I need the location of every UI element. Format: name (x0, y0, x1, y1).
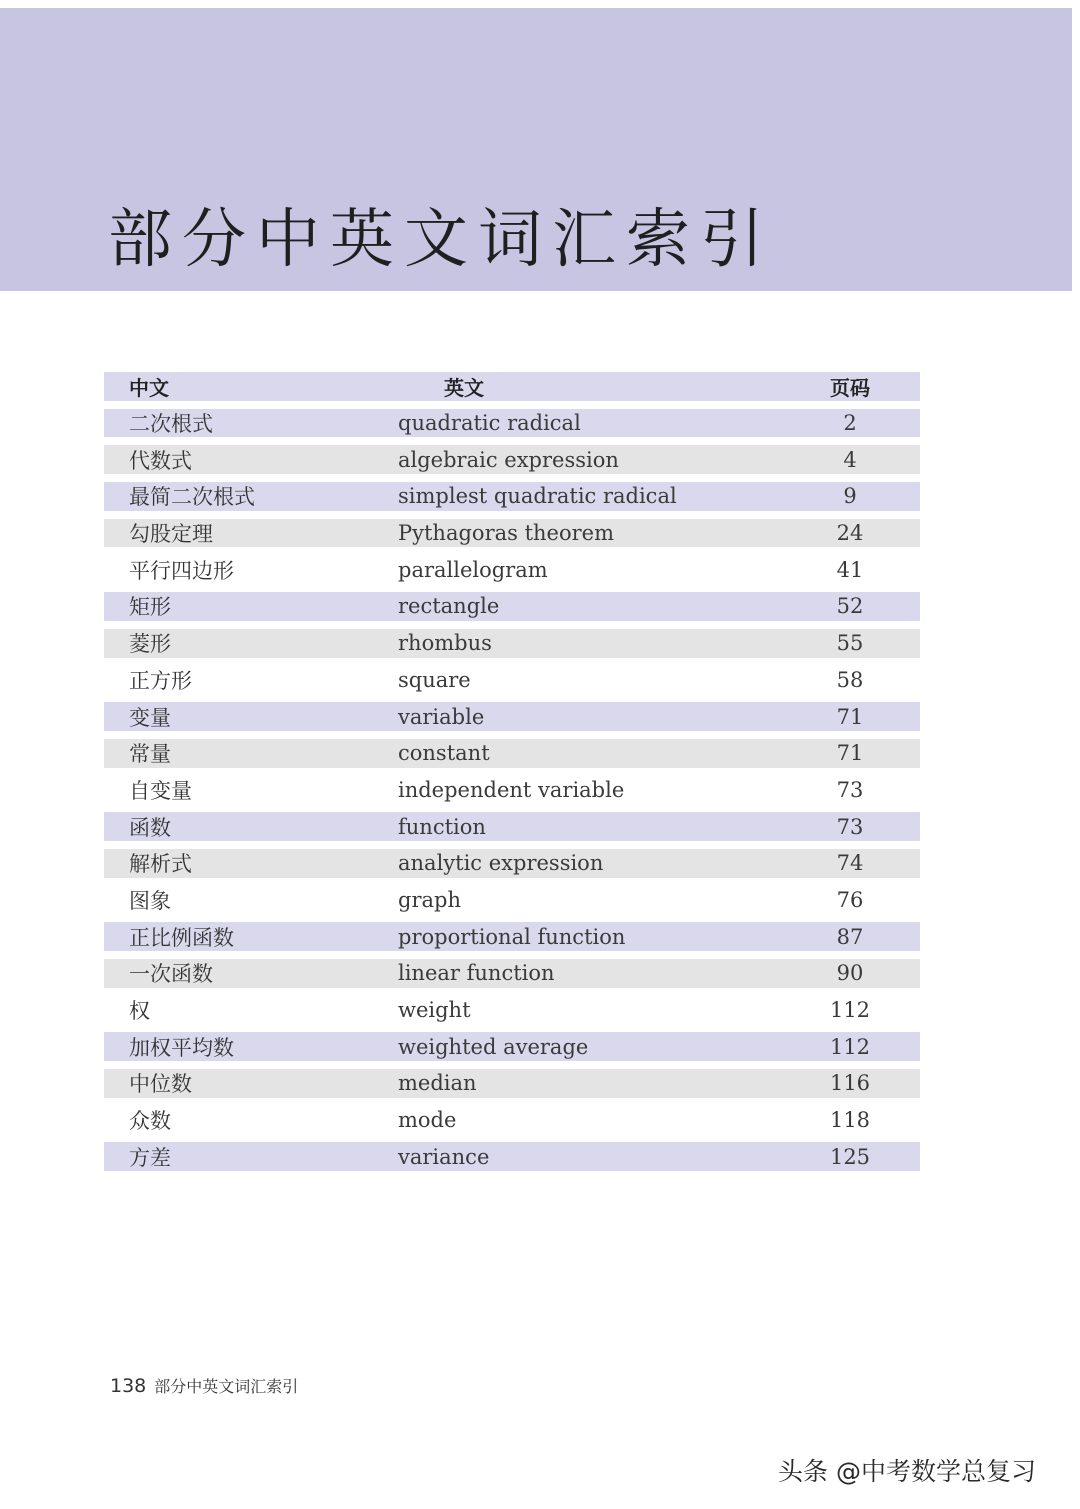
table-row (104, 772, 920, 809)
term-chinese: 常量 (129, 742, 171, 767)
column-header-english: 英文 (444, 375, 484, 400)
term-english: rectangle (398, 594, 500, 619)
term-chinese: 代数式 (129, 448, 192, 473)
term-chinese: 方差 (129, 1145, 171, 1170)
table-row (104, 405, 920, 442)
term-chinese: 加权平均数 (129, 1035, 234, 1060)
term-english: square (398, 667, 471, 692)
term-chinese: 解析式 (129, 852, 192, 877)
term-english: independent variable (398, 777, 625, 802)
term-english: median (398, 1071, 477, 1096)
page-footer (110, 1374, 298, 1397)
table-row (104, 478, 920, 515)
term-page-number: 71 (836, 741, 864, 766)
term-page-number: 112 (829, 998, 871, 1023)
term-english: rhombus (398, 631, 492, 656)
term-chinese: 勾股定理 (129, 522, 213, 547)
column-header-chinese: 中文 (129, 375, 169, 400)
term-page-number: 58 (836, 667, 864, 692)
table-row (104, 625, 920, 662)
term-page-number: 112 (829, 1034, 871, 1059)
table-row (104, 882, 920, 919)
table-row (104, 955, 920, 992)
term-english: mode (398, 1108, 457, 1133)
table-row (104, 441, 920, 478)
term-chinese: 一次函数 (129, 962, 213, 987)
term-chinese: 最简二次根式 (129, 485, 255, 510)
term-english: analytic expression (398, 851, 604, 876)
term-chinese: 变量 (129, 705, 171, 730)
term-page-number: 90 (836, 961, 864, 986)
term-page-number: 4 (843, 447, 857, 472)
term-english: variable (398, 704, 485, 729)
table-row (104, 1138, 920, 1175)
table-row (104, 588, 920, 625)
term-english: algebraic expression (398, 447, 619, 472)
term-chinese: 中位数 (129, 1072, 192, 1097)
term-page-number: 73 (836, 814, 864, 839)
term-english: variance (398, 1144, 490, 1169)
term-page-number: 2 (843, 411, 857, 436)
term-chinese: 权 (129, 999, 150, 1024)
term-chinese: 正方形 (129, 668, 192, 693)
term-page-number: 52 (836, 594, 864, 619)
term-page-number: 74 (836, 851, 864, 876)
term-chinese: 二次根式 (129, 412, 213, 437)
term-page-number: 76 (836, 887, 864, 912)
term-english: constant (398, 741, 490, 766)
term-english: parallelogram (398, 557, 548, 582)
term-page-number: 116 (829, 1071, 871, 1096)
term-page-number: 125 (829, 1144, 871, 1169)
column-header-page: 页码 (830, 375, 870, 400)
page-number: 138 (110, 1375, 147, 1397)
source-watermark: 头条 @中考数学总复习 (778, 1457, 1036, 1486)
vocabulary-index-table (104, 368, 920, 1175)
table-row (104, 698, 920, 735)
term-english: quadratic radical (398, 411, 581, 436)
term-english: weighted average (398, 1034, 589, 1059)
term-chinese: 平行四边形 (129, 558, 234, 583)
term-english: proportional function (398, 924, 626, 949)
table-row (104, 845, 920, 882)
table-row (104, 662, 920, 699)
term-english: simplest quadratic radical (398, 484, 677, 509)
table-row (104, 735, 920, 772)
table-row (104, 1065, 920, 1102)
term-chinese: 正比例函数 (129, 925, 234, 950)
table-row (104, 1028, 920, 1065)
table-row (104, 992, 920, 1029)
page-title: 部分中英文词汇索引 (108, 203, 774, 277)
table-row (104, 551, 920, 588)
term-chinese: 自变量 (129, 778, 192, 803)
term-page-number: 87 (836, 924, 864, 949)
table-row (104, 1102, 920, 1139)
running-title: 部分中英文词汇索引 (154, 1377, 299, 1396)
term-page-number: 9 (843, 484, 857, 509)
table-row (104, 918, 920, 955)
term-english: graph (398, 887, 461, 912)
table-row (104, 808, 920, 845)
term-page-number: 55 (836, 631, 864, 656)
table-header-row (104, 368, 920, 405)
term-page-number: 73 (836, 777, 864, 802)
term-english: linear function (398, 961, 555, 986)
term-chinese: 矩形 (129, 595, 171, 620)
term-chinese: 众数 (129, 1109, 171, 1134)
term-chinese: 图象 (129, 888, 171, 913)
term-page-number: 24 (836, 521, 864, 546)
table-body (104, 405, 920, 1175)
term-page-number: 41 (836, 557, 864, 582)
term-chinese: 函数 (129, 815, 171, 840)
term-page-number: 118 (829, 1108, 871, 1133)
term-page-number: 71 (836, 704, 864, 729)
term-english: weight (398, 998, 471, 1023)
term-english: Pythagoras theorem (398, 521, 614, 546)
term-english: function (398, 814, 486, 839)
term-chinese: 菱形 (129, 632, 171, 657)
table-row (104, 515, 920, 552)
